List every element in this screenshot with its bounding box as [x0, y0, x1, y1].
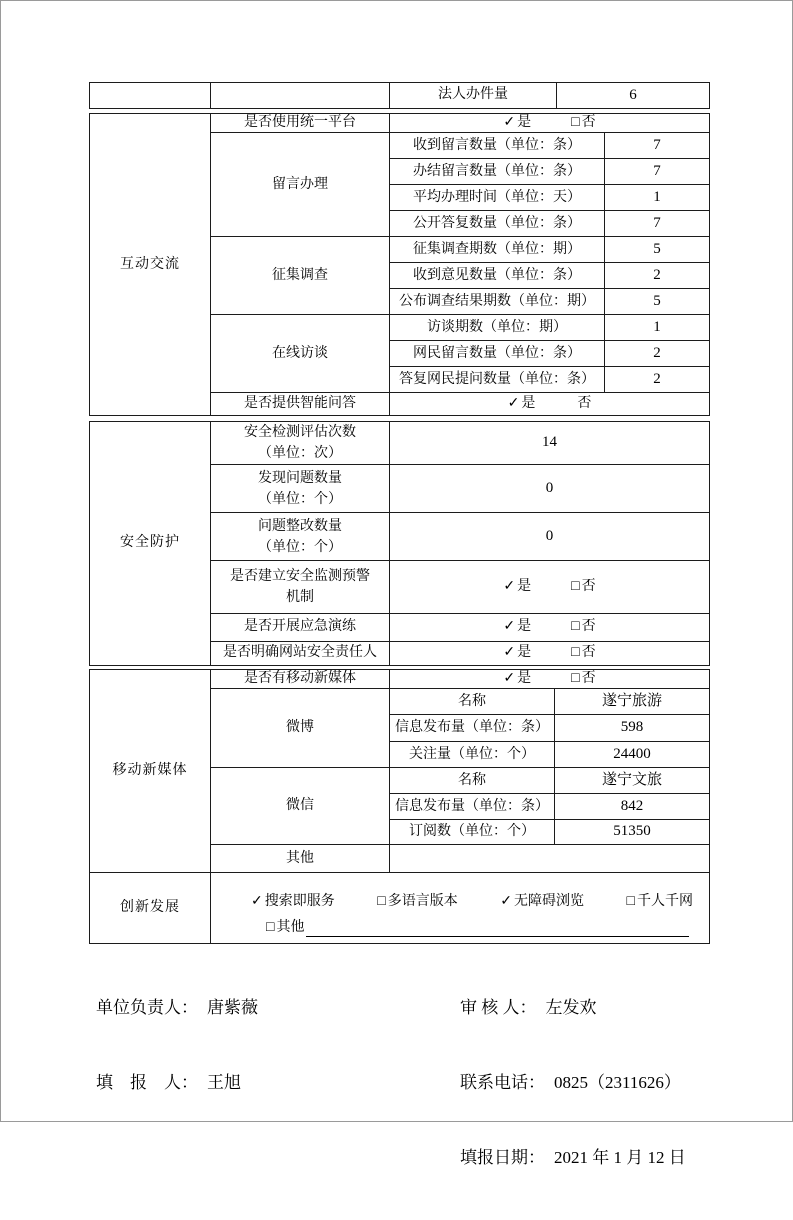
table-row	[90, 83, 710, 109]
metric-label-cell: 征集调查期数（单位：期）	[390, 237, 605, 263]
yes-option: ✓ 是	[503, 619, 532, 635]
metric-value-cell: 2	[605, 367, 710, 393]
metric-value-cell: 24400	[555, 742, 710, 768]
metric-label-cell: 网民留言数量（单位：条）	[390, 341, 605, 367]
footer-left	[96, 945, 258, 1145]
interaction-table	[89, 113, 710, 416]
check-icon: ✓	[503, 115, 516, 130]
footer-line	[460, 995, 686, 1020]
empty-cell	[90, 83, 211, 109]
metric-label-cell: 名称	[390, 768, 555, 794]
table-row	[90, 422, 710, 465]
metric-value-cell: 0	[390, 513, 710, 561]
check-icon: ✓	[503, 578, 516, 594]
section-label-innovation: 创新发展	[90, 873, 211, 944]
no-option: □ 否	[571, 115, 596, 130]
metric-label-cell: 法人办件量	[390, 83, 557, 109]
option-personalized-site: □ 千人千网	[626, 894, 693, 909]
yesno-cell	[390, 561, 710, 614]
footer-label: 审 核 人：	[460, 998, 537, 1017]
metric-label-cell: 是否提供智能问答	[211, 393, 390, 416]
metric-value-cell: 0	[390, 465, 710, 513]
check-icon: ✓	[503, 619, 516, 635]
footer-line	[96, 1070, 258, 1095]
metric-value-cell: 14	[390, 422, 710, 465]
innovation-other-row	[213, 911, 707, 937]
subgroup-label-interview: 在线访谈	[211, 315, 390, 393]
carryover-table	[89, 82, 710, 109]
metric-label-cell: 是否有移动新媒体	[211, 670, 390, 689]
innovation-options-row	[213, 879, 707, 911]
yes-option: ✓ 是	[503, 578, 532, 594]
checkbox-icon: □	[626, 894, 635, 909]
metric-value-cell: 51350	[555, 820, 710, 845]
metric-label-cell: 是否使用统一平台	[211, 114, 390, 133]
yes-option: ✓ 是	[503, 115, 532, 130]
metric-label-cell: 关注量（单位：个）	[390, 742, 555, 768]
metric-value-cell: 2	[605, 263, 710, 289]
metric-value-cell: 1	[605, 185, 710, 211]
table-row	[90, 873, 710, 944]
option-search-as-service: ✓ 搜索即服务	[251, 894, 335, 909]
metric-value-cell: 遂宁文旅	[555, 768, 710, 794]
metric-label-cell: 办结留言数量（单位：条）	[390, 159, 605, 185]
metric-value-cell: 7	[605, 133, 710, 159]
media-innovation-table	[89, 669, 710, 944]
yesno-cell	[390, 670, 710, 689]
yesno-cell	[390, 393, 710, 416]
subgroup-label-weibo: 微博	[211, 689, 390, 768]
footer-label: 填 报 人：	[96, 1073, 198, 1092]
no-option: □ 否	[571, 578, 596, 594]
section-label-security: 安全防护	[90, 422, 211, 666]
innovation-options-cell	[211, 873, 710, 944]
option-other: □ 其他	[266, 920, 305, 936]
checkbox-icon: □	[571, 671, 580, 686]
metric-label-cell: 问题整改数量 （单位：个）	[211, 513, 390, 561]
subgroup-label-survey: 征集调查	[211, 237, 390, 315]
yes-option: ✓ 是	[503, 645, 532, 661]
footer-label: 单位负责人：	[96, 998, 198, 1017]
yesno-cell	[390, 614, 710, 642]
metric-label-cell: 信息发布量（单位：条）	[390, 794, 555, 820]
check-icon: ✓	[500, 894, 512, 909]
subgroup-label-wechat: 微信	[211, 768, 390, 845]
option-accessibility: ✓ 无障碍浏览	[500, 894, 584, 909]
no-option: □ 否	[571, 645, 596, 661]
metric-label-cell: 信息发布量（单位：条）	[390, 715, 555, 742]
metric-value-cell: 7	[605, 159, 710, 185]
metric-value-cell: 5	[605, 289, 710, 315]
metric-label-cell: 答复网民提问数量（单位：条）	[390, 367, 605, 393]
metric-label-cell: 是否开展应急演练	[211, 614, 390, 642]
footer-value: 唐紫薇	[207, 998, 258, 1017]
empty-cell	[211, 83, 390, 109]
checkbox-icon: □	[571, 578, 580, 594]
metric-label-cell: 名称	[390, 689, 555, 715]
footer-label: 联系电话：	[460, 1073, 545, 1092]
checkbox-icon: □	[377, 894, 386, 909]
metric-label-cell: 安全检测评估次数 （单位：次）	[211, 422, 390, 465]
metric-value-cell: 5	[605, 237, 710, 263]
table-row	[90, 114, 710, 133]
checkbox-icon: □	[571, 645, 580, 661]
yes-option: ✓ 是	[503, 671, 532, 686]
metric-label-cell: 访谈期数（单位：期）	[390, 315, 605, 341]
section-label-interaction: 互动交流	[90, 114, 211, 416]
footer-line	[460, 1145, 686, 1170]
checkbox-icon: □	[571, 115, 580, 130]
checkbox-icon: □	[266, 920, 275, 936]
blank-underline	[306, 922, 689, 937]
footer-line	[460, 1070, 686, 1095]
metric-label-cell: 平均办理时间（单位：天）	[390, 185, 605, 211]
metric-value-cell: 842	[555, 794, 710, 820]
security-table	[89, 421, 710, 666]
footer-right	[460, 945, 686, 1220]
metric-label-cell: 是否明确网站安全责任人	[211, 642, 390, 666]
subgroup-label-message-handling: 留言办理	[211, 133, 390, 237]
metric-label-cell: 订阅数（单位：个）	[390, 820, 555, 845]
footer-value: 王旭	[207, 1073, 241, 1092]
metric-value-cell: 598	[555, 715, 710, 742]
footer-value: 左发欢	[545, 998, 597, 1017]
footer-line	[96, 995, 258, 1020]
footer-label: 填报日期：	[460, 1148, 545, 1167]
yesno-cell	[390, 642, 710, 666]
table-row	[90, 670, 710, 689]
metric-value-cell: 遂宁旅游	[555, 689, 710, 715]
metric-value-cell: 7	[605, 211, 710, 237]
yesno-cell	[390, 114, 710, 133]
yes-option: ✓ 是	[507, 396, 536, 412]
metric-value-cell	[390, 845, 710, 873]
check-icon: ✓	[503, 671, 516, 686]
metric-label-cell: 发现问题数量 （单位：个）	[211, 465, 390, 513]
check-icon: ✓	[503, 645, 516, 661]
metric-label-cell: 公布调查结果期数（单位：期）	[390, 289, 605, 315]
checkbox-icon: □	[571, 619, 580, 635]
option-multilingual: □ 多语言版本	[377, 894, 458, 909]
metric-label-cell: 公开答复数量（单位：条）	[390, 211, 605, 237]
metric-value-cell: 6	[557, 83, 710, 109]
subgroup-label-other: 其他	[211, 845, 390, 873]
metric-label-cell: 收到意见数量（单位：条）	[390, 263, 605, 289]
metric-value-cell: 1	[605, 315, 710, 341]
check-icon: ✓	[251, 894, 263, 909]
no-option: □ 否	[571, 671, 596, 686]
footer-value: 2021 年 1 月 12 日	[554, 1148, 686, 1167]
no-option: □ 否	[571, 619, 596, 635]
section-label-mobile-media: 移动新媒体	[90, 670, 211, 873]
metric-value-cell: 2	[605, 341, 710, 367]
metric-label-cell: 收到留言数量（单位：条）	[390, 133, 605, 159]
footer-value: 0825（2311626）	[554, 1073, 681, 1092]
metric-label-cell: 是否建立安全监测预警 机制	[211, 561, 390, 614]
no-option: 否	[577, 396, 592, 412]
check-icon: ✓	[507, 396, 520, 412]
